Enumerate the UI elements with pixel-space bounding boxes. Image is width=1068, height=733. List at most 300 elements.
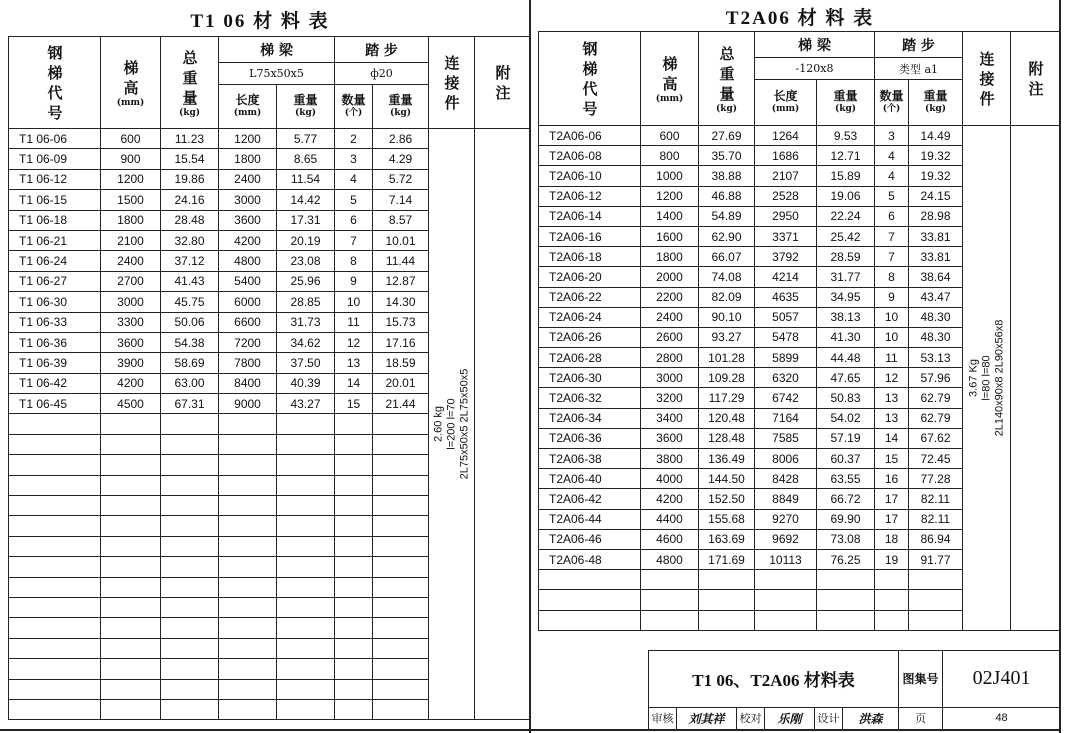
table-cell [9, 699, 101, 719]
table-cell: 20.01 [373, 373, 429, 393]
table-cell [9, 496, 101, 516]
table-cell: 152.50 [699, 489, 755, 509]
table-cell: 46.88 [699, 186, 755, 206]
table-cell: 93.27 [699, 327, 755, 347]
table-cell: 11 [875, 348, 909, 368]
table-cell: 67.62 [909, 428, 963, 448]
table-cell: 15.54 [161, 149, 219, 169]
table-cell: 8006 [755, 449, 817, 469]
header-step-weight: 重量 (kg) [373, 85, 429, 129]
table-cell [875, 610, 909, 630]
table-cell [909, 570, 963, 590]
table-cell: 13 [875, 388, 909, 408]
table-cell [373, 516, 429, 536]
table-cell: 9692 [755, 529, 817, 549]
table-cell [373, 557, 429, 577]
table-cell [161, 536, 219, 556]
table-cell: 2.86 [373, 129, 429, 149]
table-cell: 171.69 [699, 549, 755, 569]
table-cell: 24.16 [161, 190, 219, 210]
table-cell: 54.89 [699, 206, 755, 226]
step-spec: ф20 [335, 63, 429, 85]
table-cell [335, 638, 373, 658]
table-cell: 6742 [755, 388, 817, 408]
header-remarks: 附注 [1011, 32, 1061, 126]
table-cell: 91.77 [909, 549, 963, 569]
table-cell [641, 610, 699, 630]
table-cell [277, 434, 335, 454]
table-cell [101, 516, 161, 536]
drawing-title: T1 06、T2A06 材料表 [649, 651, 899, 708]
table-cell [373, 638, 429, 658]
table-cell [101, 496, 161, 516]
table-cell [9, 536, 101, 556]
table-cell: 136.49 [699, 449, 755, 469]
table-cell [219, 557, 277, 577]
table-cell [373, 475, 429, 495]
table-cell: 15.73 [373, 312, 429, 332]
table-cell [373, 679, 429, 699]
table-cell [219, 496, 277, 516]
table-cell: 16 [875, 469, 909, 489]
table-cell: 10.01 [373, 230, 429, 250]
table-cell: T1 06-45 [9, 394, 101, 414]
connection-spec [429, 129, 475, 720]
table-cell [699, 590, 755, 610]
table-cell: 19.06 [817, 186, 875, 206]
table-cell: 128.48 [699, 428, 755, 448]
table-cell: 11.54 [277, 169, 335, 189]
table-cell: T2A06-20 [539, 267, 641, 287]
table-cell: 4214 [755, 267, 817, 287]
table-cell: T1 06-15 [9, 190, 101, 210]
table-cell [219, 618, 277, 638]
table-cell: 101.28 [699, 348, 755, 368]
table-cell: 63.55 [817, 469, 875, 489]
table-cell: 37.50 [277, 353, 335, 373]
table-cell: 4600 [641, 529, 699, 549]
connection-text [432, 369, 471, 480]
connection-line: 3.67 Kg [967, 358, 979, 397]
table-cell [699, 610, 755, 630]
table-cell: 7 [875, 247, 909, 267]
table-cell: T2A06-40 [539, 469, 641, 489]
beam-spec: -120x8 [755, 58, 875, 80]
table-cell: 800 [641, 146, 699, 166]
table-cell: 8.65 [277, 149, 335, 169]
table-cell: 58.69 [161, 353, 219, 373]
table-cell [219, 455, 277, 475]
table-cell: 14 [335, 373, 373, 393]
table-cell: 38.13 [817, 307, 875, 327]
table-cell [539, 570, 641, 590]
table-cell [277, 659, 335, 679]
table-cell: 24.15 [909, 186, 963, 206]
table-cell: 2700 [101, 271, 161, 291]
table-cell: 9 [335, 271, 373, 291]
table-cell [277, 475, 335, 495]
table-cell: 7 [875, 226, 909, 246]
table-cell: 76.25 [817, 549, 875, 569]
table-cell: 27.69 [699, 126, 755, 146]
table-cell: 18 [875, 529, 909, 549]
table-cell [101, 679, 161, 699]
table-cell [161, 638, 219, 658]
header-code: 钢梯代号 [539, 32, 641, 126]
table-cell [101, 557, 161, 577]
table-cell: 1000 [641, 166, 699, 186]
remarks-cell [475, 129, 531, 720]
table-cell: 11.23 [161, 129, 219, 149]
table-cell: 4 [875, 166, 909, 186]
table-cell [219, 434, 277, 454]
table-cell [641, 570, 699, 590]
table-cell: T1 06-42 [9, 373, 101, 393]
table-cell [277, 414, 335, 434]
right-table-title: T2A06 材 料 表 [725, 8, 875, 29]
table-cell [219, 597, 277, 617]
table-cell [277, 536, 335, 556]
table-cell: 1200 [101, 169, 161, 189]
table-cell [335, 618, 373, 638]
table-cell: 35.70 [699, 146, 755, 166]
left-table-title: T1 06 材 料 表 [190, 11, 330, 32]
table-cell [277, 638, 335, 658]
table-cell [335, 577, 373, 597]
table-cell: T1 06-06 [9, 129, 101, 149]
table-cell: 6600 [219, 312, 277, 332]
table-cell: T1 06-09 [9, 149, 101, 169]
remarks-cell [1011, 126, 1061, 631]
header-weight: 重量 (kg) [277, 85, 335, 129]
table-cell [277, 455, 335, 475]
table-cell: 5899 [755, 348, 817, 368]
table-cell: 3300 [101, 312, 161, 332]
table-cell: T2A06-24 [539, 307, 641, 327]
table-cell: 15.89 [817, 166, 875, 186]
table-cell: 1800 [641, 247, 699, 267]
table-cell: 600 [101, 129, 161, 149]
table-cell: 5057 [755, 307, 817, 327]
table-cell: 20.19 [277, 230, 335, 250]
table-cell: 57.19 [817, 428, 875, 448]
table-cell: 8849 [755, 489, 817, 509]
table-cell: 57.96 [909, 368, 963, 388]
table-cell: 62.90 [699, 226, 755, 246]
table-cell: 25.96 [277, 271, 335, 291]
table-cell [9, 516, 101, 536]
header-qty: 数量 (个) [335, 85, 373, 129]
table-cell: 9270 [755, 509, 817, 529]
table-cell: 4 [335, 169, 373, 189]
table-cell: 5 [335, 190, 373, 210]
table-cell: T2A06-42 [539, 489, 641, 509]
table-cell [277, 597, 335, 617]
header-height: 梯高 (mm) [641, 32, 699, 126]
table-cell: 32.80 [161, 230, 219, 250]
table-cell [219, 659, 277, 679]
table-cell [755, 590, 817, 610]
table-cell: T1 06-36 [9, 332, 101, 352]
table-cell [335, 679, 373, 699]
header-height: 梯高 (mm) [101, 37, 161, 129]
table-cell: 86.94 [909, 529, 963, 549]
table-cell: 14.42 [277, 190, 335, 210]
atlas-label: 图集号 [899, 651, 943, 708]
table-row [9, 129, 531, 149]
table-cell: 4.29 [373, 149, 429, 169]
table-cell: 53.13 [909, 348, 963, 368]
table-cell: 12 [875, 368, 909, 388]
table-cell: 11.44 [373, 251, 429, 271]
table-cell: 6 [875, 206, 909, 226]
connection-line: 2L75x50x5 2L75x50x5 [458, 368, 470, 480]
table-cell: 3792 [755, 247, 817, 267]
table-cell: 7164 [755, 408, 817, 428]
table-cell [277, 496, 335, 516]
table-cell [161, 659, 219, 679]
table-cell [9, 414, 101, 434]
table-cell: 73.08 [817, 529, 875, 549]
table-cell: 2400 [101, 251, 161, 271]
table-cell: T2A06-14 [539, 206, 641, 226]
table-cell: 1800 [219, 149, 277, 169]
left-material-table [8, 36, 531, 720]
table-cell: 9000 [219, 394, 277, 414]
table-row [539, 126, 1061, 146]
table-cell: 66.72 [817, 489, 875, 509]
check-label: 校对 [737, 707, 765, 729]
table-cell: 120.48 [699, 408, 755, 428]
table-cell: 37.12 [161, 251, 219, 271]
table-cell: 72.45 [909, 449, 963, 469]
table-cell: T2A06-10 [539, 166, 641, 186]
table-cell [817, 570, 875, 590]
table-cell: 2200 [641, 287, 699, 307]
table-cell: 67.31 [161, 394, 219, 414]
table-cell: 3000 [219, 190, 277, 210]
header-length: 长度 (mm) [219, 85, 277, 129]
table-cell: 10 [875, 307, 909, 327]
table-cell [9, 455, 101, 475]
table-cell [161, 699, 219, 719]
table-cell [755, 610, 817, 630]
table-cell: 62.79 [909, 408, 963, 428]
table-cell: T2A06-34 [539, 408, 641, 428]
table-cell: T2A06-46 [539, 529, 641, 549]
table-cell [9, 577, 101, 597]
table-cell: 3900 [101, 353, 161, 373]
table-cell: 74.08 [699, 267, 755, 287]
table-cell [219, 475, 277, 495]
table-cell [219, 516, 277, 536]
table-cell: 8.57 [373, 210, 429, 230]
table-cell: 31.73 [277, 312, 335, 332]
table-cell: 144.50 [699, 469, 755, 489]
table-cell: 12.71 [817, 146, 875, 166]
table-cell [219, 414, 277, 434]
review-label: 审核 [649, 707, 677, 729]
table-cell [277, 577, 335, 597]
table-cell [9, 475, 101, 495]
table-cell: 41.30 [817, 327, 875, 347]
table-cell: 3000 [641, 368, 699, 388]
page-number: 48 [943, 707, 1061, 729]
table-cell: 14 [875, 428, 909, 448]
header-step: 踏 步 [335, 37, 429, 63]
table-cell: 43.27 [277, 394, 335, 414]
header-step: 踏 步 [875, 32, 963, 58]
table-cell: T2A06-30 [539, 368, 641, 388]
table-cell: 5 [875, 186, 909, 206]
table-cell: 3 [875, 126, 909, 146]
table-cell: 3200 [641, 388, 699, 408]
table-cell: 17.16 [373, 332, 429, 352]
table-cell [699, 570, 755, 590]
table-cell: 2528 [755, 186, 817, 206]
header-qty: 数量 (个) [875, 80, 909, 126]
table-cell: 82.11 [909, 509, 963, 529]
table-cell [277, 679, 335, 699]
table-cell [909, 610, 963, 630]
table-cell: 8400 [219, 373, 277, 393]
table-cell [335, 434, 373, 454]
table-cell: 1686 [755, 146, 817, 166]
table-cell: 900 [101, 149, 161, 169]
table-cell: 4200 [641, 489, 699, 509]
table-cell: 15 [875, 449, 909, 469]
table-cell: T2A06-38 [539, 449, 641, 469]
table-cell: 7585 [755, 428, 817, 448]
table-cell: 2950 [755, 206, 817, 226]
table-cell [101, 597, 161, 617]
table-cell: 23.08 [277, 251, 335, 271]
table-cell [219, 699, 277, 719]
table-cell: 69.90 [817, 509, 875, 529]
table-cell: T2A06-26 [539, 327, 641, 347]
table-cell: 1200 [219, 129, 277, 149]
table-cell [335, 659, 373, 679]
table-cell: 66.07 [699, 247, 755, 267]
table-cell [161, 679, 219, 699]
table-cell [101, 536, 161, 556]
connection-spec [963, 126, 1011, 631]
table-cell [373, 455, 429, 475]
table-cell: 19 [875, 549, 909, 569]
table-cell: 5.72 [373, 169, 429, 189]
table-cell: 7200 [219, 332, 277, 352]
table-cell [335, 536, 373, 556]
table-cell: 4200 [101, 373, 161, 393]
table-cell: 82.09 [699, 287, 755, 307]
table-cell: T2A06-06 [539, 126, 641, 146]
table-cell: 41.43 [161, 271, 219, 291]
table-cell: 48.30 [909, 327, 963, 347]
table-cell: 28.59 [817, 247, 875, 267]
connection-line: l=200 l=70 [445, 398, 457, 450]
table-cell: 43.47 [909, 287, 963, 307]
table-cell [9, 659, 101, 679]
header-remarks: 附注 [475, 37, 531, 129]
table-cell: 7 [335, 230, 373, 250]
page-label: 页 [899, 707, 943, 729]
table-cell: 40.39 [277, 373, 335, 393]
designer-signature: 洪森 [843, 707, 899, 729]
table-cell: T2A06-32 [539, 388, 641, 408]
right-material-table [538, 31, 1061, 631]
table-cell: T2A06-36 [539, 428, 641, 448]
table-cell: 14.49 [909, 126, 963, 146]
table-cell: T1 06-27 [9, 271, 101, 291]
table-cell: 12 [335, 332, 373, 352]
table-cell: 2100 [101, 230, 161, 250]
table-cell: 2000 [641, 267, 699, 287]
table-cell [373, 536, 429, 556]
atlas-number: 02J401 [943, 651, 1061, 708]
table-cell: 48.30 [909, 307, 963, 327]
table-cell [161, 618, 219, 638]
table-cell [219, 536, 277, 556]
design-label: 设计 [815, 707, 843, 729]
table-cell: 4000 [641, 469, 699, 489]
table-cell: 15 [335, 394, 373, 414]
header-weight: 重量 (kg) [817, 80, 875, 126]
table-cell [875, 570, 909, 590]
connection-line: 2.60 kg [432, 406, 444, 443]
table-cell: 4800 [219, 251, 277, 271]
table-cell: 3600 [219, 210, 277, 230]
table-cell [219, 577, 277, 597]
title-block [648, 650, 1061, 730]
table-cell: T2A06-12 [539, 186, 641, 206]
table-cell: 9 [875, 287, 909, 307]
header-beam: 梯 梁 [219, 37, 335, 63]
table-cell [817, 610, 875, 630]
table-cell: 2400 [219, 169, 277, 189]
table-cell: 3600 [101, 332, 161, 352]
header-connection: 连接件 [963, 32, 1011, 126]
table-cell [335, 475, 373, 495]
table-cell: 4 [875, 146, 909, 166]
table-cell: 47.65 [817, 368, 875, 388]
table-cell [101, 577, 161, 597]
table-cell: 34.95 [817, 287, 875, 307]
table-cell: 82.11 [909, 489, 963, 509]
table-cell [161, 475, 219, 495]
table-cell: 4500 [101, 394, 161, 414]
table-cell: T2A06-22 [539, 287, 641, 307]
table-cell: 6320 [755, 368, 817, 388]
table-cell [277, 557, 335, 577]
table-cell [101, 455, 161, 475]
table-cell: 2 [335, 129, 373, 149]
table-cell: 12.87 [373, 271, 429, 291]
table-cell: 50.06 [161, 312, 219, 332]
table-cell: T2A06-48 [539, 549, 641, 569]
table-cell: 54.38 [161, 332, 219, 352]
table-cell [755, 570, 817, 590]
table-cell: T2A06-44 [539, 509, 641, 529]
table-cell [875, 590, 909, 610]
table-cell: 38.88 [699, 166, 755, 186]
table-cell: T1 06-33 [9, 312, 101, 332]
table-cell: 17.31 [277, 210, 335, 230]
table-cell [161, 557, 219, 577]
table-cell [539, 590, 641, 610]
table-cell [161, 414, 219, 434]
table-cell [9, 597, 101, 617]
header-code: 钢梯代号 [9, 37, 101, 129]
